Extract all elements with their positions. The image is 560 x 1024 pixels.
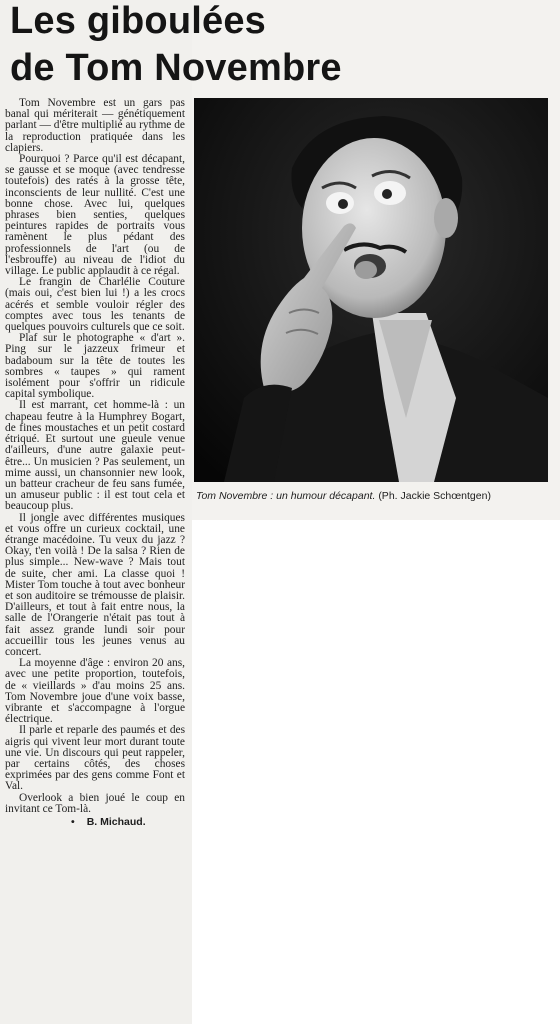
article-paragraph: La moyenne d'âge : environ 20 ans, avec une petite proportion, toutefois, de « vieillards » d'au moins 25 ans. Tom Novembre joue d'une voix basse, vibrante et s'accompagne à l'orgue électrique.	[5, 657, 185, 726]
article-paragraph: Plaf sur le photographe « d'art ». Ping sur le jazzeux frimeur et badaboum sur la tête de toutes les sombres « taupes » qui rament isolément pour s'offrir un ridicule capital symbolique.	[5, 332, 185, 401]
headline-line-1: Les giboulées	[10, 0, 267, 42]
portrait-photo	[194, 98, 548, 482]
article-paragraph: Il est marrant, cet homme-là : un chapeau feutre à la Humphrey Bogart, de fines moustaches et un petit costard étriqué. Et surtout une gueule venue d'ailleurs, d'une autre galaxie peut-être... Un musicien ? Pas seulement, un mime aussi, un chansonnier new look, un batteur cracheur de feu sans fumée, un amuseur public : il est tout cela et beaucoup plus.	[5, 399, 185, 513]
photo-caption	[196, 490, 552, 502]
headline-line-2: de Tom Novembre	[10, 47, 342, 89]
headline	[10, 0, 342, 92]
byline-bullet: •	[71, 816, 75, 828]
photo-credit: (Ph. Jackie Schœntgen)	[378, 490, 491, 502]
portrait-photo-illustration	[194, 98, 548, 482]
article-paragraph: Il parle et reparle des paumés et des aigris qui vivent leur mort durant toute une vie. Un discours qui peut rappeler, par certains côtés, des choses exprimées par des gens comme Font et Val.	[5, 724, 185, 793]
article-paragraph: Pourquoi ? Parce qu'il est décapant, se gausse et se moque (avec tendresse toutefois) des ratés à la grosse tête, inconscients de leur nullité. C'est une bonne chose. Avec lui, quelques phrases bien senties, quelques peintures rapides de portraits vous ramènent le plus pédant des professionnels de l'art (ou de l'esbrouffe) au niveau de l'idiot du village. Le public applaudit à ce régal.	[5, 153, 185, 278]
article-paragraph: Le frangin de Charlélie Couture (mais oui, c'est bien lui !) a les crocs acérés et semble vouloir régler des comptes avec tous les tenants de quelques pouvoirs culturels que ce soit.	[5, 276, 185, 334]
article-body	[5, 98, 185, 828]
article-paragraph: Il jongle avec différentes musiques et vous offre un curieux cocktail, une étrange macédoine. Tu veux du jazz ? Okay, t'en voilà ! De la salsa ? Rien de plus simple... New-wave ? Mais tout de suite, cher ami. La classe quoi ! Mister Tom touche à tout avec bonheur et son auditoire se trémousse de plaisir. D'ailleurs, et tout à fait entre nous, la salle de l'Orangerie n'était pas tout à fait assez grande lundi soir pour accueillir tous les jeunes venus au concert.	[5, 511, 185, 658]
byline	[5, 817, 185, 828]
byline-author: B. Michaud.	[86, 816, 146, 828]
article-paragraph: Overlook a bien joué le coup en invitant ce Tom-là.	[5, 791, 185, 815]
article-paragraph: Tom Novembre est un gars pas banal qui mériterait — génétiquement parlant — d'être multiplié au rythme de la reproduction pratiquée dans les clapiers.	[5, 97, 185, 154]
caption-text: Tom Novembre : un humour décapant.	[196, 490, 376, 502]
